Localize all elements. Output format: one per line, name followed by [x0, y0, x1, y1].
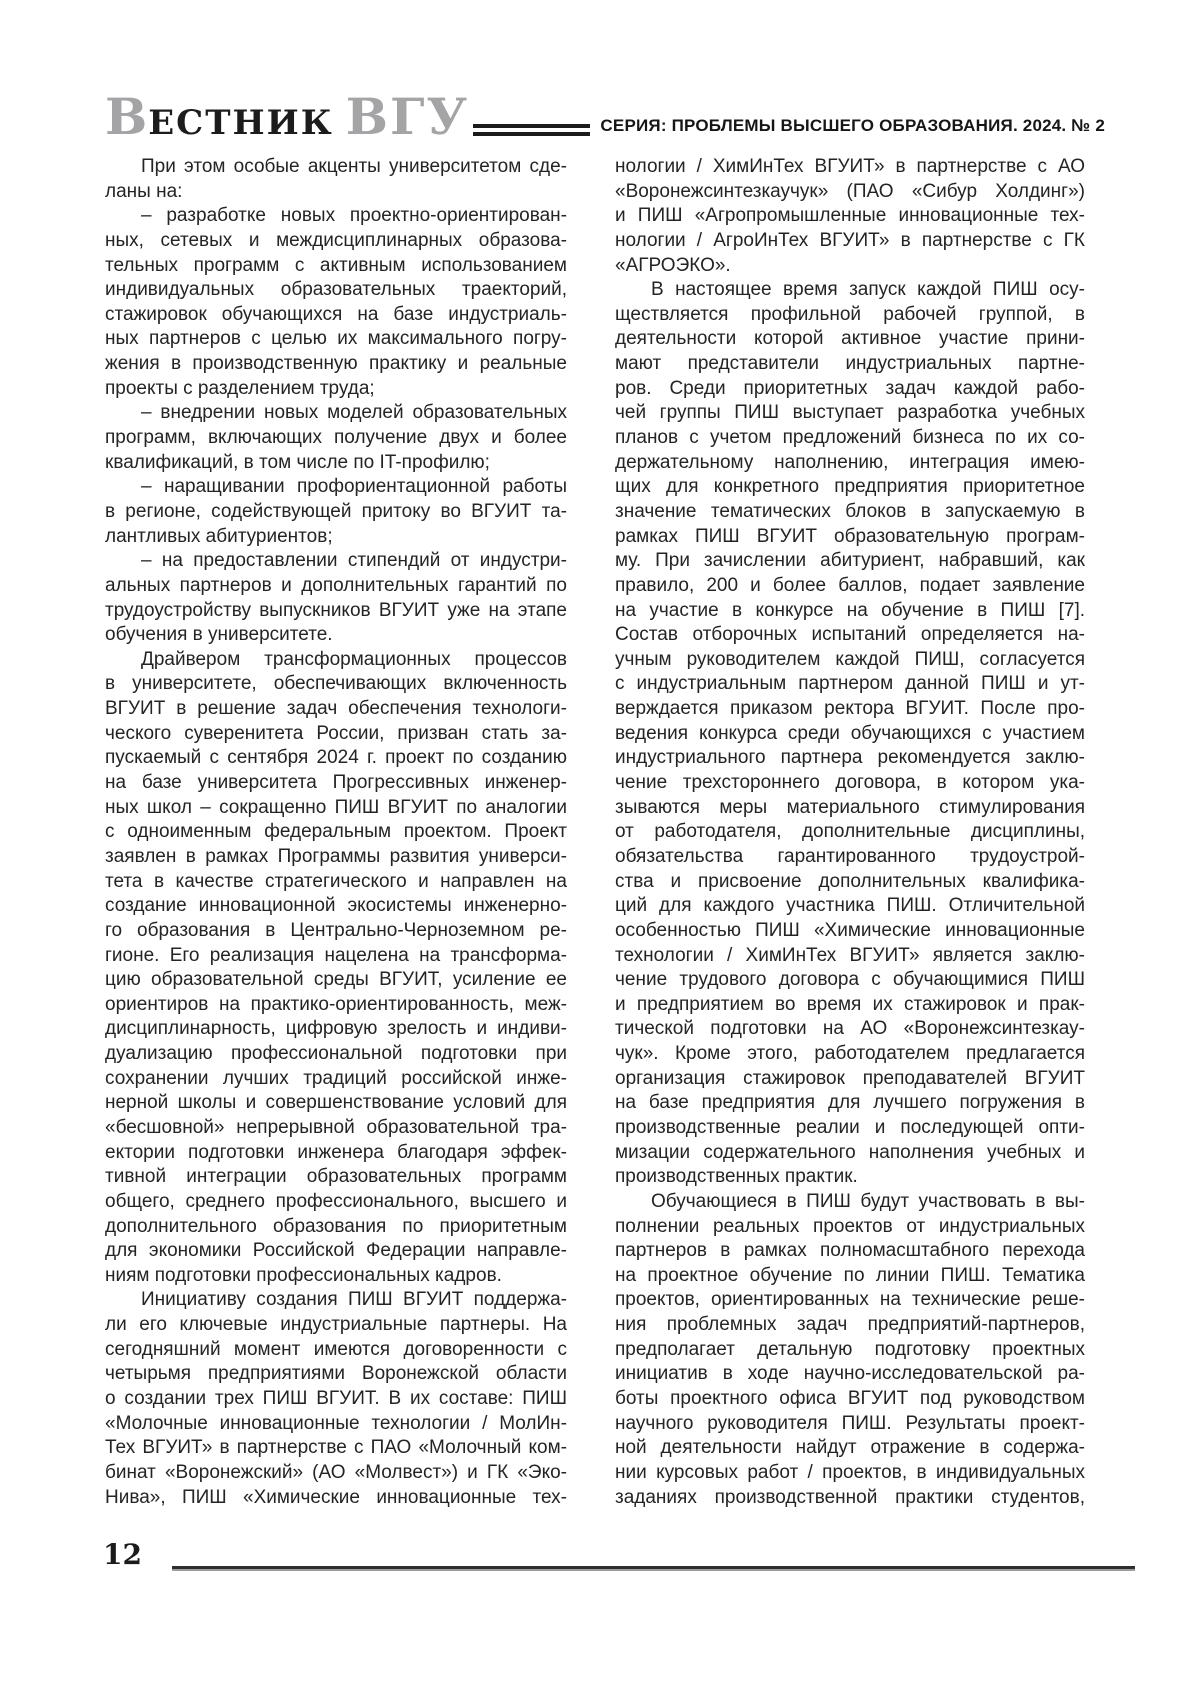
text-line: гионе. Его реализация нацелена на трансформа-: [105, 944, 567, 966]
text-line: ориентиров на практико-ориентированность, меж-: [105, 993, 567, 1015]
text-line: обучения в университете.: [105, 624, 333, 646]
text-line: ланы на:: [105, 180, 183, 202]
logo-initial-letter: В: [105, 87, 149, 146]
text-line: научного руководителя ПИШ. Результаты проект-: [615, 1412, 1085, 1434]
text-line: учным руководителем каждой ПИШ, согласуется: [615, 648, 1085, 670]
text-line: – на предоставлении стипендий от индустри-: [141, 550, 567, 572]
paragraph: [105, 475, 567, 549]
text-line: и предприятием во время их стажировок и прак-: [615, 993, 1085, 1015]
text-line: «АГРОЭКО».: [615, 254, 731, 276]
text-line: от работодателя, дополнительные дисциплины,: [615, 821, 1085, 843]
text-line: чей группы ПИШ выступает разработка учебных: [615, 402, 1085, 424]
text-line: – наращивании профориентационной работы: [141, 476, 567, 498]
text-line: проекты с разделением труда;: [105, 377, 375, 399]
text-line: альных партнеров и дополнительных гарантий по: [105, 574, 567, 596]
paragraph: [105, 549, 567, 648]
text-line: верждается приказом ректора ВГУИТ. После про-: [615, 698, 1085, 720]
paragraph: [615, 155, 1085, 278]
text-line: тивной интеграции образовательных программ: [105, 1166, 567, 1188]
text-line: и ПИШ «Агропромышленные инновационные тех-: [615, 205, 1085, 227]
text-line: производственные реалии и последующей опти-: [615, 1116, 1085, 1138]
text-line: тета в качестве стратегического и направлен на: [105, 870, 567, 892]
text-line: планов с учетом предложений бизнеса по их со-: [615, 427, 1085, 449]
text-line: проектов, ориентированных на технические реше-: [615, 1289, 1085, 1311]
page-header: [105, 87, 1105, 146]
text-line: заявлен в рамках Программы развития универси-: [105, 845, 567, 867]
text-line: му. При зачислении абитуриент, набравший, как: [615, 550, 1085, 572]
text-line: рамках ПИШ ВГУИТ образовательную програм-: [615, 525, 1085, 547]
text-line: ров. Среди приоритетных задач каждой рабо-: [615, 377, 1085, 399]
text-line: трудоустройству выпускников ВГУИТ уже на этапе: [105, 599, 567, 621]
paragraph: [105, 648, 567, 1289]
column-right: [615, 155, 1085, 1510]
text-line: индустриального партнера рекомендуется заклю-: [615, 747, 1085, 769]
text-line: предполагает детальную подготовку проектных: [615, 1338, 1085, 1360]
text-line: с одноименным федеральным проектом. Проект: [105, 821, 567, 843]
text-line: на участие в конкурсе на обучение в ПИШ [7].: [615, 599, 1085, 621]
paragraph: [105, 204, 567, 401]
text-line: стажировок обучающихся на базе индустриаль-: [105, 303, 567, 325]
text-line: нологии / ХимИнТех ВГУИТ» в партнерстве с АО: [615, 156, 1085, 177]
page-number: 12: [103, 1538, 142, 1571]
text-line: – разработке новых проектно-ориентирован-: [141, 205, 567, 227]
text-line: создание инновационной экосистемы инженерно-: [105, 895, 567, 917]
paragraph: [615, 278, 1085, 1190]
text-line: в университете, обеспечивающих включенность: [105, 673, 567, 695]
text-line: нерной школы и совершенствование условий для: [105, 1092, 567, 1114]
text-line: лантливых абитуриентов;: [105, 525, 333, 547]
text-line: ния проблемных задач предприятий-партнеров,: [615, 1314, 1085, 1336]
text-line: ных школ – сокращенно ПИШ ВГУИТ по аналогии: [105, 796, 567, 818]
text-line: индивидуальных образовательных траекторий,: [105, 279, 567, 301]
text-line: сегодняшний момент имеются договоренности с: [105, 1338, 567, 1360]
text-line: на базе университета Прогрессивных инженер-: [105, 772, 567, 794]
text-line: ций для каждого участника ПИШ. Отличительной: [615, 895, 1085, 917]
text-line: дополнительного образования по приоритетным: [105, 1215, 567, 1237]
text-line: зываются меры материального стимулирования: [615, 796, 1085, 818]
text-line: инициатив в ходе научно-исследовательской ра-: [615, 1363, 1085, 1385]
text-line: В настоящее время запуск каждой ПИШ осу-: [651, 279, 1085, 301]
text-line: чение трудового договора с обучающимися ПИШ: [615, 969, 1085, 991]
text-line: правило, 200 и более баллов, подает заявление: [615, 574, 1085, 596]
text-line: Состав отборочных испытаний определяется на-: [615, 624, 1085, 646]
text-line: «Воронежсинтезкаучук» (ПАО «Сибур Холдинг»): [615, 180, 1085, 202]
text-line: мизации содержательного наполнения учебных и: [615, 1141, 1085, 1163]
text-line: ведения конкурса среди обучающихся с участием: [615, 722, 1085, 744]
text-line: пускаемый с сентября 2024 г. проект по созданию: [105, 747, 567, 769]
text-line: квалификаций, в том числе по IT-профилю;: [105, 451, 490, 473]
logo-word: ЕСТНИК: [148, 103, 334, 143]
text-line: деятельности которой активное участие прини-: [615, 328, 1085, 350]
text-line: ниям подготовки профессиональных кадров.: [105, 1264, 502, 1286]
text-line: о создании трех ПИШ ВГУИТ. В их составе: ПИШ: [105, 1388, 567, 1410]
text-line: нии курсовых работ / проектов, в индивидуальных: [615, 1461, 1085, 1483]
text-line: щих для конкретного предприятия приоритетное: [615, 476, 1085, 498]
text-line: программ, включающих получение двух и более: [105, 427, 567, 449]
text-line: Тех ВГУИТ» в партнерстве с ПАО «Молочный ком-: [105, 1437, 567, 1459]
paragraph: [615, 1190, 1085, 1510]
text-line: ческого суверенитета России, призван стать за-: [105, 722, 567, 744]
text-line: организация стажировок преподавателей ВГУИТ: [615, 1067, 1085, 1089]
text-line: с индустриальным партнером данной ПИШ и ут-: [615, 673, 1085, 695]
text-line: сохранении лучших традиций российской инже-: [105, 1067, 567, 1089]
text-line: ной деятельности найдут отражение в содержа-: [615, 1437, 1085, 1459]
text-line: чук». Кроме этого, работодателем предлагается: [615, 1043, 1085, 1065]
text-line: Драйвером трансформационных процессов: [141, 648, 567, 670]
text-line: дуализацию профессиональной подготовки при: [105, 1043, 567, 1065]
text-line: Нива», ПИШ «Химические инновационные тех-: [105, 1486, 567, 1508]
text-line: ли его ключевые индустриальные партнеры. На: [105, 1314, 567, 1336]
text-line: особенностью ПИШ «Химические инновационные: [615, 919, 1085, 941]
text-line: ВГУИТ в решение задач обеспечения технологи-: [105, 698, 567, 720]
text-line: дисциплинарность, цифровую зрелость и индиви-: [105, 1018, 567, 1040]
text-line: для экономики Российской Федерации направле-: [105, 1240, 567, 1262]
text-line: ных партнеров с целью их максимального погру-: [105, 328, 567, 350]
text-line: «Молочные инновационные технологии / МолИн-: [105, 1412, 567, 1434]
text-line: тической подготовки на АО «Воронежсинтезкау-: [615, 1018, 1085, 1040]
text-line: производственных практик.: [615, 1166, 858, 1188]
paragraph: [105, 401, 567, 475]
text-line: боты проектного офиса ВГУИТ под руководством: [615, 1388, 1085, 1410]
text-line: держательному наполнению, интеграция имею-: [615, 451, 1085, 473]
text-line: нологии / АгроИнТех ВГУИТ» в партнерстве с ГК: [615, 229, 1085, 251]
text-line: на базе предприятия для лучшего погружения в: [615, 1092, 1085, 1114]
text-line: го образования в Центрально-Черноземном ре-: [105, 919, 567, 941]
paragraph: [105, 1288, 567, 1510]
text-line: заданиях производственной практики студентов,: [615, 1486, 1085, 1508]
text-line: При этом особые акценты университетом сде-: [141, 156, 567, 177]
text-line: ных, сетевых и междисциплинарных образова-: [105, 229, 567, 251]
text-line: Обучающиеся в ПИШ будут участвовать в вы-: [651, 1190, 1085, 1212]
journal-logo: [105, 87, 470, 146]
text-line: ства и присвоение дополнительных квалифика-: [615, 870, 1085, 892]
text-line: значение тематических блоков в запускаемую в: [615, 500, 1085, 522]
text-line: обязательства гарантированного трудоустрой-: [615, 845, 1085, 867]
column-left: [105, 155, 567, 1510]
text-line: в регионе, содействующей притоку во ВГУИТ та-: [105, 500, 567, 522]
text-line: чение трехстороннего договора, в котором ука-: [615, 772, 1085, 794]
logo-org: ВГУ: [345, 87, 470, 146]
text-line: общего, среднего профессионального, высшего и: [105, 1190, 567, 1212]
text-line: тельных программ с активным использованием: [105, 254, 567, 276]
text-line: ектории подготовки инженера благодаря эффек-: [105, 1141, 567, 1163]
text-line: мают представители индустриальных партне-: [615, 353, 1085, 375]
text-line: «бесшовной» непрерывной образовательной тра-: [105, 1116, 567, 1138]
text-line: технологии / ХимИнТех ВГУИТ» является заклю-: [615, 944, 1085, 966]
page-columns: [105, 155, 1085, 1510]
text-line: четырьмя предприятиями Воронежской области: [105, 1363, 567, 1385]
text-line: на проектное обучение по линии ПИШ. Тематика: [615, 1264, 1085, 1286]
text-line: – внедрении новых моделей образовательных: [141, 402, 567, 424]
text-line: ществляется профильной рабочей группой, в: [615, 303, 1085, 325]
text-line: партнеров в рамках полномасштабного перехода: [615, 1240, 1085, 1262]
footer-rule: [172, 1566, 1135, 1569]
series-title: СЕРИЯ: ПРОБЛЕМЫ ВЫСШЕГО ОБРАЗОВАНИЯ. 2024. № 2: [600, 116, 1105, 135]
text-line: жения в производственную практику и реальные: [105, 353, 567, 375]
paragraph: [105, 155, 567, 204]
text-line: полнении реальных проектов от индустриальных: [615, 1215, 1085, 1237]
text-line: Инициативу создания ПИШ ВГУИТ поддержа-: [141, 1289, 567, 1311]
text-line: цию образовательной среды ВГУИТ, усиление ее: [105, 969, 567, 991]
text-line: бинат «Воронежский» (АО «Молвест») и ГК «Эко-: [105, 1461, 567, 1483]
header-double-rule: [473, 124, 590, 136]
